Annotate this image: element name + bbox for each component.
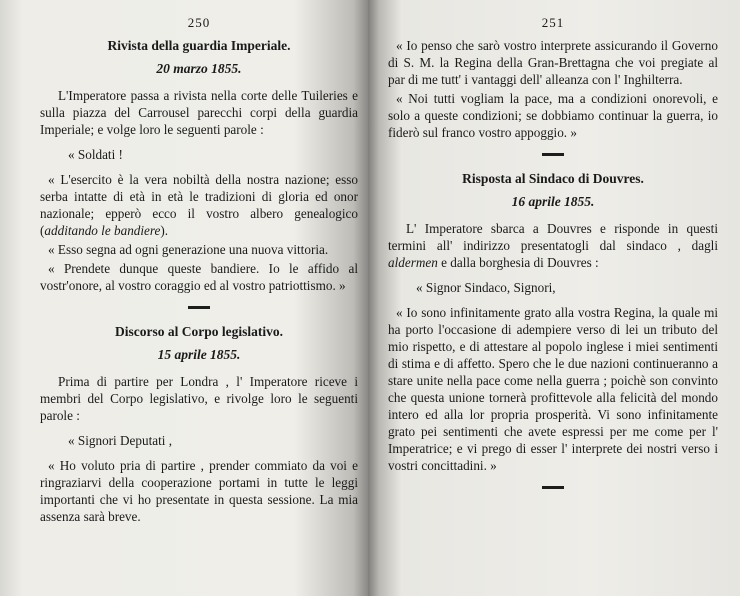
page-number-right: 251 [541, 15, 565, 30]
section-date-rivista: 20 marzo 1855. [156, 61, 242, 76]
section-divider [542, 153, 564, 156]
quote-paragraph: « Esso segna ad ogni generazione una nuova vittoria. [48, 242, 329, 257]
salutation-sindaco: « Signor Sindaco, Signori, [416, 280, 556, 295]
end-divider [542, 486, 564, 489]
intro-text-end: e dalla borghesia di Douvres : [437, 255, 599, 270]
intro-italic-text: aldermen [388, 255, 438, 270]
quote-paragraph: « Prendete dunque queste bandiere. Io le affido al vostr'onore, al vostro coraggio ed al vostro patriottismo. » [40, 261, 358, 293]
intro-paragraph-risposta [388, 220, 718, 271]
section-heading-risposta: Risposta al Sindaco di Douvres. [462, 171, 644, 186]
quote-paragraph [40, 171, 358, 239]
intro-paragraph-discorso: Prima di partire per Londra , l' Imperatore riceve i membri del Corpo legislativo, e rivolge loro le seguenti parole : [40, 374, 358, 423]
section-date-risposta: 16 aprile 1855. [511, 194, 595, 209]
section-date-discorso: 15 aprile 1855. [157, 347, 241, 362]
salutation-soldati: « Soldati ! [68, 147, 123, 162]
page-number-left: 250 [187, 15, 211, 30]
intro-text: L' Imperatore sbarca a Douvres e risponde in questi termini all' indirizzo presentatogli dal sindaco , dagli [388, 221, 718, 253]
section-divider [188, 306, 210, 309]
quote-paragraph: « Ho voluto pria di partire , prender commiato da voi e ringraziarvi della cooperazione portami in tutte le leggi importanti che vi ho presentate in questa sessione. La mia assenza sarà breve. [40, 458, 358, 524]
quote-paragraph: « Noi tutti vogliam la pace, ma a condizioni onorevoli, e solo a queste condizioni; se dobbiamo continuar la guerra, io fiderò sul franco vostro appoggio. » [388, 91, 718, 140]
quote-text: « L'esercito è la vera nobiltà della nostra nazione; esso serba intatte di età in età le tradizioni di gloria ed onor nazionale; epperò ecco il vostro albero genealogico ( [40, 172, 358, 238]
section-heading-discorso: Discorso al Corpo legislativo. [115, 324, 283, 339]
right-page-content [388, 14, 718, 503]
left-page [0, 0, 368, 596]
salutation-deputati: « Signori Deputati , [68, 433, 173, 448]
intro-paragraph-rivista: L'Imperatore passa a rivista nella corte delle Tuileries e sulla piazza del Carrousel parecchi corpi della guardia Imperiale; e volge loro le seguenti parole : [40, 88, 358, 137]
quote-italic-text: additando le bandiere [44, 223, 161, 238]
right-page [368, 0, 740, 596]
quote-paragraph: « Io sono infinitamente grato alla vostra Regina, la quale mi ha porto l'occasione di adempiere verso di lei un tributo del mio rispetto, e di attestare al popolo inglese i miei sentimenti di stima e di affetto. Spero che le due nazioni continueranno a stare unite nella pace come nella guerra ; poichè son convinto che questa unione tornerà profittevole alla felicità del mondo intero ed alla lor propria prosperità. Vi sono infinitamente grato pei sentimenti che avete espressi per me come per l' Imperatrice; e vi prego di esser l' interprete dei nostri verso i vostri concittadini. » [388, 305, 718, 473]
quote-paragraph: « Io penso che sarò vostro interprete assicurando il Governo di S. M. la Regina della Gran-Brettagna che voi pregiate al par di me tutt' i vantaggi dell' alleanza con l' Inghilterra. [388, 38, 718, 87]
left-page-content [40, 14, 358, 527]
quote-text-end: ). [160, 223, 169, 238]
section-heading-rivista: Rivista della guardia Imperiale. [107, 38, 291, 53]
